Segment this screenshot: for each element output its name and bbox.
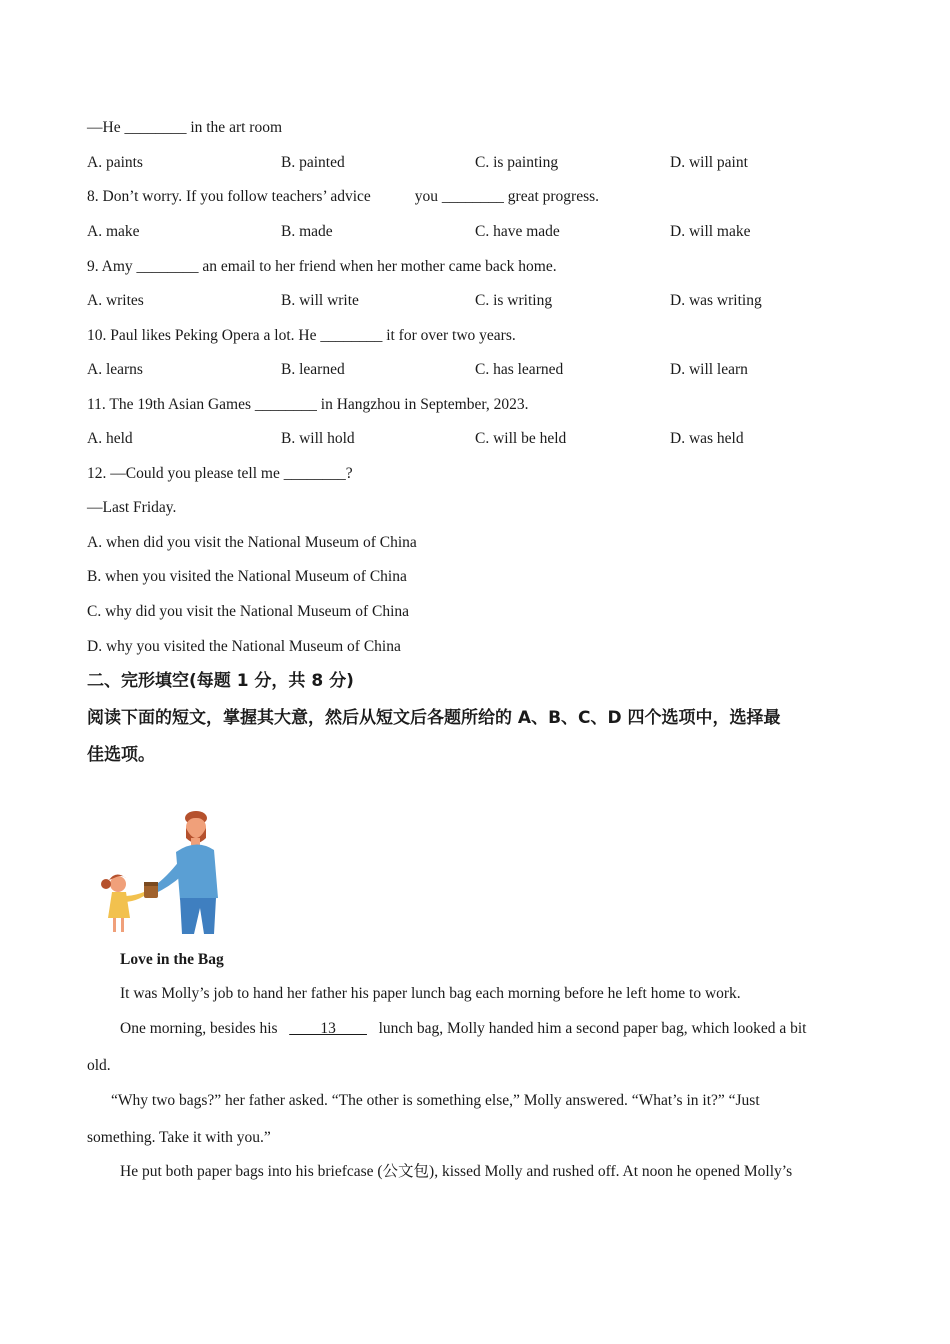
option-b[interactable]: B. learned: [281, 361, 345, 378]
q7-answer-line: —He ________ in the art room: [87, 119, 283, 136]
option-a[interactable]: A. paints: [87, 154, 143, 171]
section2-instructions-line1: 阅读下面的短文，掌握其大意，然后从短文后各题所给的 A、B、C、D 四个选项中，选择最: [87, 708, 781, 728]
option-c[interactable]: C. is painting: [475, 154, 559, 171]
option-c[interactable]: C. will be held: [475, 430, 567, 447]
option-b[interactable]: B. will hold: [281, 430, 355, 447]
passage-paragraph-4: He put both paper bags into his briefcase (公文包), kissed Molly and rushed off. At noon he opened Molly’s: [120, 1163, 793, 1180]
passage-paragraph-1: It was Molly’s job to hand her father his paper lunch bag each morning before he left home to work.: [120, 985, 741, 1002]
q8-stem: [87, 187, 599, 207]
option-a[interactable]: A. make: [87, 223, 140, 240]
option-d[interactable]: D. will make: [670, 223, 751, 240]
q12-option-a[interactable]: A. when did you visit the National Museum of China: [87, 534, 417, 551]
passage-paragraph-2-cont: old.: [87, 1057, 111, 1074]
passage-paragraph-2: [120, 1019, 806, 1039]
q12-option-c[interactable]: C. why did you visit the National Museum of China: [87, 603, 410, 620]
section2-instructions-line2: 佳选项。: [87, 745, 155, 765]
q12-answer-line: —Last Friday.: [87, 499, 177, 516]
option-d[interactable]: D. was writing: [670, 292, 762, 309]
option-d[interactable]: D. was held: [670, 430, 744, 447]
cloze-blank-13[interactable]: ____13____: [289, 1020, 367, 1037]
passage-paragraph-3-line2: something. Take it with you.”: [87, 1129, 271, 1146]
q12-stem: 12. —Could you please tell me ________?: [87, 465, 353, 482]
father-daughter-illustration: [96, 808, 226, 938]
option-b[interactable]: B. made: [281, 223, 333, 240]
q8-stem-part1: 8. Don’t worry. If you follow teachers’ advice: [87, 188, 371, 205]
father-figure: [150, 811, 218, 934]
p2-after-blank: lunch bag, Molly handed him a second paper bag, which looked a bit: [378, 1020, 807, 1037]
option-a[interactable]: A. learns: [87, 361, 143, 378]
q10-stem: 10. Paul likes Peking Opera a lot. He ________ it for over two years.: [87, 327, 516, 344]
option-c[interactable]: C. have made: [475, 223, 560, 240]
p2-before-blank: One morning, besides his: [120, 1020, 278, 1037]
passage-paragraph-3-line1: “Why two bags?” her father asked. “The other is something else,” Molly answered. “What’s in it?” “Just: [111, 1092, 760, 1109]
option-d[interactable]: D. will paint: [670, 154, 748, 171]
q12-option-d[interactable]: D. why you visited the National Museum of China: [87, 638, 401, 655]
passage-title: Love in the Bag: [120, 951, 224, 968]
girl-figure: [101, 874, 144, 932]
q12-option-b[interactable]: B. when you visited the National Museum of China: [87, 568, 407, 585]
option-b[interactable]: B. will write: [281, 292, 359, 309]
option-a[interactable]: A. writes: [87, 292, 144, 309]
option-b[interactable]: B. painted: [281, 154, 345, 171]
option-a[interactable]: A. held: [87, 430, 133, 447]
option-c[interactable]: C. is writing: [475, 292, 553, 309]
q11-stem: 11. The 19th Asian Games ________ in Hangzhou in September, 2023.: [87, 396, 529, 413]
section2-title: 二、完形填空(每题 1 分，共 8 分): [87, 671, 354, 691]
q9-stem: 9. Amy ________ an email to her friend when her mother came back home.: [87, 258, 557, 275]
q8-stem-part2: you ________ great progress.: [414, 188, 600, 205]
option-d[interactable]: D. will learn: [670, 361, 748, 378]
option-c[interactable]: C. has learned: [475, 361, 564, 378]
